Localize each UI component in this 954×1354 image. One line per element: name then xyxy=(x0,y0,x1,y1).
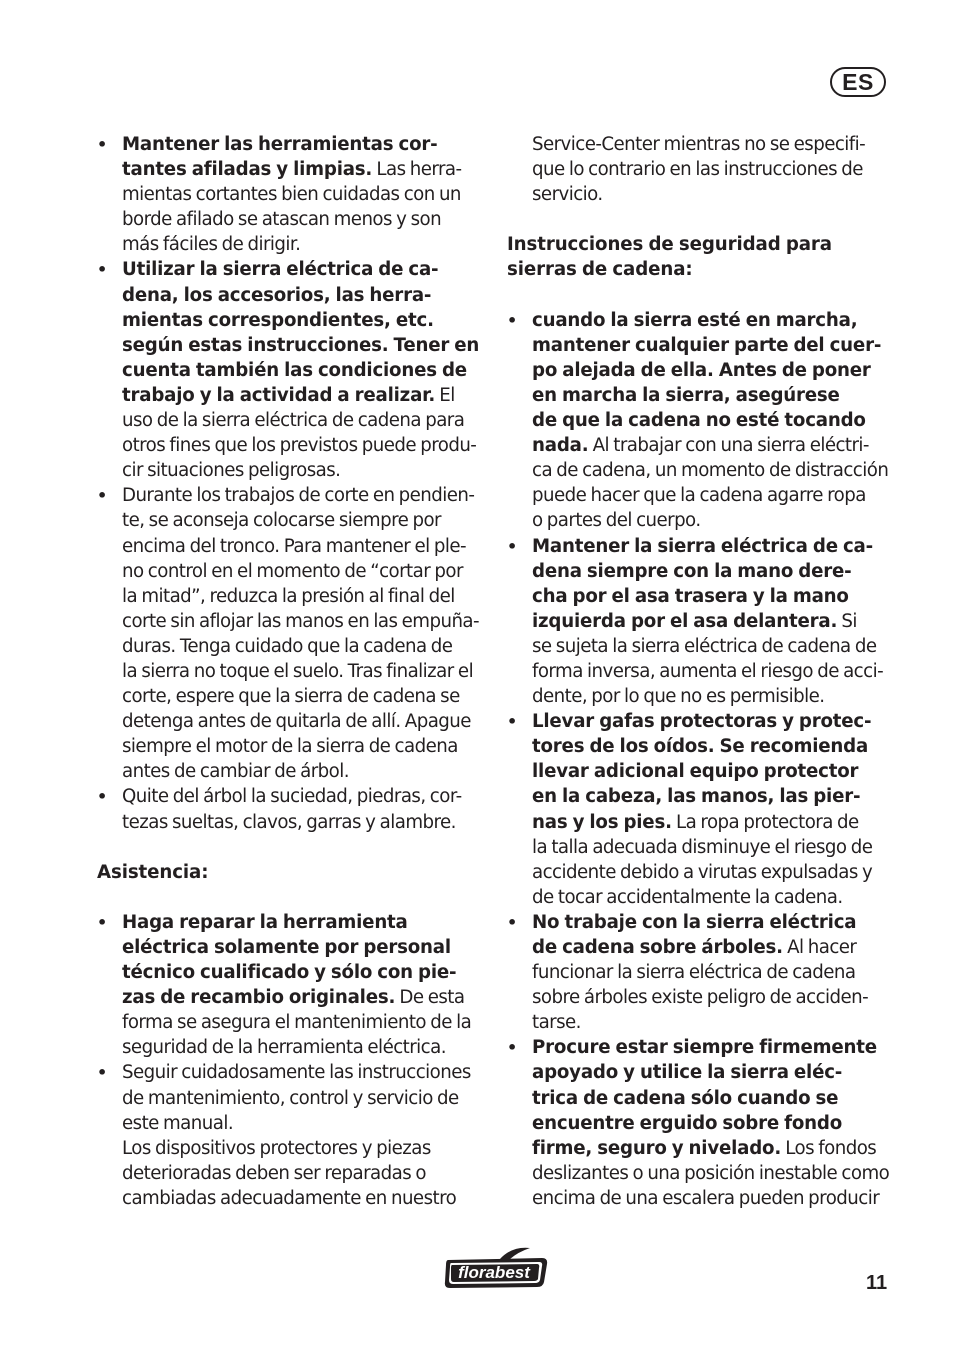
bullet-icon: • xyxy=(97,486,107,506)
text-line xyxy=(97,634,482,659)
bullet-icon: • xyxy=(97,787,107,807)
body-text: la sierra no toque el suelo. Tras finalizar el xyxy=(122,660,474,682)
text-line xyxy=(97,1035,482,1060)
text-line xyxy=(97,684,482,709)
text-line xyxy=(507,810,892,835)
text-line xyxy=(97,232,482,257)
text-line xyxy=(97,659,482,684)
body-text: encima de una escalera pueden producir xyxy=(532,1187,880,1209)
text-line xyxy=(97,508,482,533)
text-line xyxy=(507,584,892,609)
language-badge: ES xyxy=(830,67,886,97)
paragraph-gap xyxy=(97,885,482,910)
section-heading xyxy=(507,232,892,257)
paragraph-gap xyxy=(507,207,892,232)
body-text: encima del tronco. Para mantener el ple- xyxy=(122,535,466,557)
bold-text: llevar adicional equipo protector xyxy=(532,761,859,783)
body-text: puede hacer que la cadena agarre ropa xyxy=(532,485,866,507)
text-line xyxy=(507,860,892,885)
bold-text: Llevar gafas protectoras y protec- xyxy=(532,711,872,733)
text-line xyxy=(507,433,892,458)
text-line xyxy=(507,1060,892,1085)
body-text: Las herra- xyxy=(372,159,462,181)
text-line xyxy=(507,308,892,333)
text-line xyxy=(507,383,892,408)
text-line xyxy=(507,333,892,358)
text-line xyxy=(507,132,892,157)
body-text: mientas cortantes bien cuidadas con un xyxy=(122,184,461,206)
text-line xyxy=(507,1186,892,1211)
bold-text: tantes afiladas y limpias. xyxy=(122,159,373,181)
bold-text: dena, los accesorios, las herra- xyxy=(122,284,432,306)
text-line xyxy=(507,458,892,483)
bold-text: cha por el asa trasera y la mano xyxy=(532,585,849,607)
text-line xyxy=(97,182,482,207)
body-text: De esta xyxy=(395,987,465,1009)
text-line xyxy=(507,609,892,634)
bold-text: en la cabeza, las manos, las pier- xyxy=(532,786,861,808)
body-text: Quite del árbol la suciedad, piedras, cor- xyxy=(122,786,462,808)
bold-text: dena siempre con la mano dere- xyxy=(532,560,852,582)
bold-text: de cadena sobre árboles. xyxy=(532,937,783,958)
bold-text: mientas correspondientes, etc. xyxy=(122,309,434,331)
bold-text: trica de cadena sólo cuando se xyxy=(532,1087,839,1109)
body-text: Seguir cuidadosamente las instrucciones xyxy=(122,1062,471,1084)
bullet-icon: • xyxy=(97,912,107,932)
left-column xyxy=(97,132,482,1211)
text-line xyxy=(507,759,892,784)
body-text: Al hacer xyxy=(782,937,857,958)
text-line xyxy=(97,1186,482,1211)
text-line xyxy=(507,1111,892,1136)
text-line xyxy=(97,433,482,458)
bold-text: nada. xyxy=(532,435,589,457)
bold-text: cuenta también las condiciones de xyxy=(122,359,467,381)
body-text: cambiadas adecuadamente en nuestro xyxy=(122,1187,457,1209)
bold-text: tores de los oídos. Se recomienda xyxy=(532,736,869,758)
section-heading xyxy=(97,860,482,885)
text-line xyxy=(97,810,482,835)
body-text: Al trabajar con una sierra eléctri- xyxy=(588,435,869,457)
text-line xyxy=(97,534,482,559)
body-text: borde afilado se atascan menos y son xyxy=(122,209,442,231)
logo-text: florabest xyxy=(458,1263,530,1282)
text-line xyxy=(507,182,892,207)
bullet-icon: • xyxy=(507,912,517,932)
body-text: ca de cadena, un momento de distracción xyxy=(532,460,889,482)
text-line xyxy=(507,1161,892,1186)
body-text: Service-Center mientras no se especifi- xyxy=(532,134,866,155)
text-line xyxy=(97,1086,482,1111)
bold-text: nas y los pies. xyxy=(532,811,672,833)
body-text: corte, espere que la sierra de cadena se xyxy=(122,686,460,708)
body-text: servicio. xyxy=(532,184,603,206)
bold-text: según estas instrucciones. Tener en xyxy=(122,334,480,356)
bold-text: No trabaje con la sierra eléctrica xyxy=(532,911,857,933)
text-line xyxy=(507,483,892,508)
text-line xyxy=(97,734,482,759)
text-line xyxy=(97,257,482,282)
text-line xyxy=(97,960,482,985)
body-text: no control en el momento de “cortar por xyxy=(122,560,463,582)
body-text: sobre árboles existe peligro de acciden- xyxy=(532,987,869,1009)
text-line xyxy=(97,283,482,308)
bold-text: trabajo y la actividad a realizar. xyxy=(122,384,436,406)
text-line xyxy=(97,483,482,508)
bold-text: Utilizar la sierra eléctrica de ca- xyxy=(122,259,439,281)
bullet-icon: • xyxy=(507,536,517,556)
bold-text: encuentre erguido sobre fondo xyxy=(532,1112,843,1134)
body-text: que lo contrario en las instrucciones de xyxy=(532,159,863,181)
body-text: otros fines que los previstos puede produ- xyxy=(122,435,477,457)
bullet-icon: • xyxy=(97,1063,107,1083)
bold-text: izquierda por el asa delantera. xyxy=(532,610,838,632)
text-line xyxy=(507,835,892,860)
page-number: 11 xyxy=(866,1272,888,1294)
text-line xyxy=(507,408,892,433)
text-line xyxy=(97,1161,482,1186)
body-text: La ropa protectora de xyxy=(671,811,859,833)
bold-text: en marcha la sierra, asegúrese xyxy=(532,384,840,406)
body-text: accidente debido a virutas expulsadas y xyxy=(532,861,873,883)
body-text: duras. Tenga cuidado que la cadena de xyxy=(122,635,453,657)
text-line xyxy=(507,985,892,1010)
text-line xyxy=(507,1010,892,1035)
body-text: más fáciles de dirigir. xyxy=(122,234,301,256)
body-text: forma se asegura el mantenimiento de la xyxy=(122,1012,472,1034)
body-text: uso de la sierra eléctrica de cadena para xyxy=(122,410,465,432)
text-line xyxy=(507,157,892,182)
body-text: detenga antes de quitarla de allí. Apague xyxy=(122,711,471,733)
bullet-icon: • xyxy=(507,712,517,732)
text-line xyxy=(97,132,482,157)
body-text: cir situaciones peligrosas. xyxy=(122,460,341,482)
text-line xyxy=(97,759,482,784)
body-text: siempre el motor de la sierra de cadena xyxy=(122,736,458,758)
body-text: Los fondos xyxy=(781,1137,877,1159)
bold-text: firme, seguro y nivelado. xyxy=(532,1137,782,1159)
text-line xyxy=(97,458,482,483)
body-text: deterioradas deben ser reparadas o xyxy=(122,1162,426,1184)
body-text: tezas sueltas, clavos, garras y alambre. xyxy=(122,811,456,833)
bold-text: de que la cadena no esté tocando xyxy=(532,410,866,432)
body-text: antes de cambiar de árbol. xyxy=(122,761,349,783)
bold-text: Mantener las herramientas cor- xyxy=(122,134,438,155)
text-line xyxy=(507,960,892,985)
body-text: la mitad”, reduzca la presión al final del xyxy=(122,585,455,607)
bold-text: Asistencia: xyxy=(97,861,209,883)
bold-text: técnico cualificado y sólo con pie- xyxy=(122,962,457,984)
text-line xyxy=(507,1086,892,1111)
florabest-logo xyxy=(440,1244,550,1290)
text-line xyxy=(97,358,482,383)
text-line xyxy=(507,659,892,684)
bold-text: Instrucciones de seguridad para xyxy=(507,234,832,256)
body-text: de mantenimiento, control y servicio de xyxy=(122,1087,459,1109)
body-text: se sujeta la sierra eléctrica de cadena de xyxy=(532,635,877,657)
text-line xyxy=(507,684,892,709)
body-text: Durante los trabajos de corte en pendien- xyxy=(122,485,475,507)
text-line xyxy=(507,1035,892,1060)
bullet-icon: • xyxy=(507,1038,517,1058)
text-line xyxy=(97,383,482,408)
body-text: dente, por lo que no es permisible. xyxy=(532,686,825,708)
bold-text: apoyado y utilice la sierra eléc- xyxy=(532,1062,843,1084)
text-line xyxy=(97,609,482,634)
body-text: tarse. xyxy=(532,1012,581,1034)
text-line xyxy=(507,910,892,935)
body-text: la talla adecuada disminuye el riesgo de xyxy=(532,836,873,858)
body-text: forma inversa, aumenta el riesgo de acci- xyxy=(532,660,884,682)
body-text: El xyxy=(435,384,455,406)
bold-text: mantener cualquier parte del cuer- xyxy=(532,334,882,356)
text-line xyxy=(507,935,892,960)
text-line xyxy=(97,910,482,935)
text-line xyxy=(97,1010,482,1035)
text-line xyxy=(507,709,892,734)
body-text: Los dispositivos protectores y piezas xyxy=(122,1137,431,1159)
bullet-icon: • xyxy=(97,260,107,280)
text-line xyxy=(507,559,892,584)
body-text: seguridad de la herramienta eléctrica. xyxy=(122,1037,446,1059)
bold-text: Haga reparar la herramienta xyxy=(122,911,408,933)
text-line xyxy=(97,308,482,333)
text-line xyxy=(507,358,892,383)
text-line xyxy=(97,207,482,232)
body-text: funcionar la sierra eléctrica de cadena xyxy=(532,962,856,984)
body-text: o partes del cuerpo. xyxy=(532,510,701,532)
text-line xyxy=(97,709,482,734)
body-text: Si xyxy=(837,610,857,632)
bold-text: po alejada de ella. Antes de poner xyxy=(532,359,871,381)
text-line xyxy=(97,1136,482,1161)
bold-text: Mantener la sierra eléctrica de ca- xyxy=(532,535,873,557)
text-line xyxy=(507,1136,892,1161)
text-line xyxy=(97,985,482,1010)
bold-text: sierras de cadena: xyxy=(507,259,693,281)
bold-text: zas de recambio originales. xyxy=(122,987,396,1009)
text-line xyxy=(97,559,482,584)
text-line xyxy=(507,885,892,910)
text-line xyxy=(97,408,482,433)
text-line xyxy=(507,784,892,809)
text-line xyxy=(97,1060,482,1085)
right-column xyxy=(507,132,892,1211)
paragraph-gap xyxy=(507,283,892,308)
text-line xyxy=(97,333,482,358)
text-line xyxy=(507,734,892,759)
text-line xyxy=(97,157,482,182)
bold-text: cuando la sierra esté en marcha, xyxy=(532,309,858,331)
paragraph-gap xyxy=(97,835,482,860)
bullet-icon: • xyxy=(97,135,107,154)
bullet-icon: • xyxy=(507,310,517,330)
text-line xyxy=(97,784,482,809)
bold-text: Procure estar siempre firmemente xyxy=(532,1037,877,1059)
body-text: te, se aconseja colocarse siempre por xyxy=(122,510,441,532)
body-text: este manual. xyxy=(122,1112,234,1134)
text-line xyxy=(507,508,892,533)
section-heading xyxy=(507,257,892,282)
text-line xyxy=(97,1111,482,1136)
bold-text: eléctrica solamente por personal xyxy=(122,937,451,958)
body-text: corte sin aflojar las manos en las empuña- xyxy=(122,610,480,632)
body-text: deslizantes o una posición inestable como xyxy=(532,1162,890,1184)
text-line xyxy=(507,634,892,659)
body-text: de tocar accidentalmente la cadena. xyxy=(532,886,843,908)
text-line xyxy=(97,584,482,609)
text-line xyxy=(97,935,482,960)
text-line xyxy=(507,534,892,559)
